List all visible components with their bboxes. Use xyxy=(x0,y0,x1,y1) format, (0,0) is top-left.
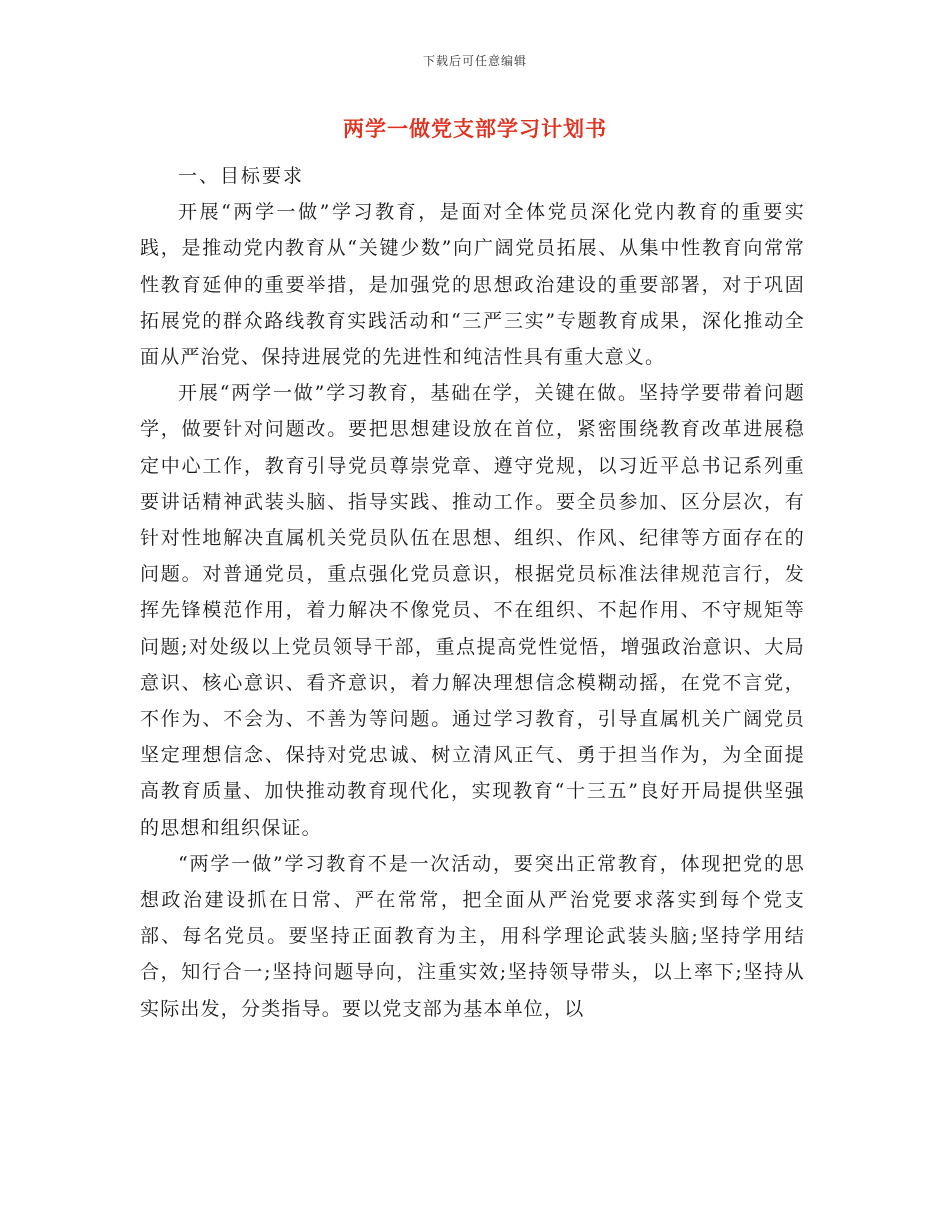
page-header-note: 下载后可任意编辑 xyxy=(422,54,527,68)
section-heading: 一、目标要求 xyxy=(178,165,305,187)
paragraph-3: “两学一做”学习教育不是一次活动，要突出正常教育，体现把党的思想政治建设抓在日常、严在常常，把全面从严治党要求落实到每个党支部、每名党员。要坚持正面教育为主，用科学理论武装头脑;坚持学用结合，知行合一;坚持问题导向，注重实效;坚持领导带头，以上率下;坚持从实际出发，分类指导。要以党支部为基本单位，以 xyxy=(140,852,805,1020)
paragraph-2: 开展“两学一做”学习教育，基础在学，关键在做。坚持学要带着问题学，做要针对问题改。要把思想建设放在首位，紧密围绕教育改革进展稳定中心工作，教育引导党员尊崇党章、遵守党规，以习近平总书记系列重要讲话精神武装头脑、指导实践、推动工作。要全员参加、区分层次，有针对性地解决直属机关党员队伍在思想、组织、作风、纪律等方面存在的问题。对普通党员，重点强化党员意识，根据党员标准法律规范言行，发挥先锋模范作用，着力解决不像党员、不在组织、不起作用、不守规矩等问题;对处级以上党员领导干部，重点提高党性觉悟，增强政治意识、大局意识、核心意识、看齐意识，着力解决理想信念模糊动摇，在党不言党，不作为、不会为、不善为等问题。通过学习教育，引导直属机关广阔党员坚定理想信念、保持对党忠诚、树立清风正气、勇于担当作为，为全面提高教育质量、加快推动教育现代化，实现教育“十三五”良好开局提供坚强的思想和组织保证。 xyxy=(140,382,805,839)
document-title: 两学一做党支部学习计划书 xyxy=(343,116,607,141)
document-body xyxy=(140,158,805,1027)
paragraph-1: 开展“两学一做”学习教育，是面对全体党员深化党内教育的重要实践，是推动党内教育从“关键少数”向广阔党员拓展、从集中性教育向常常性教育延伸的重要举措，是加强党的思想政治建设的重要部署，对于巩固拓展党的群众路线教育实践活动和“三严三实”专题教育成果，深化推动全面从严治党、保持进展党的先进性和纯洁性具有重大意义。 xyxy=(140,201,805,369)
